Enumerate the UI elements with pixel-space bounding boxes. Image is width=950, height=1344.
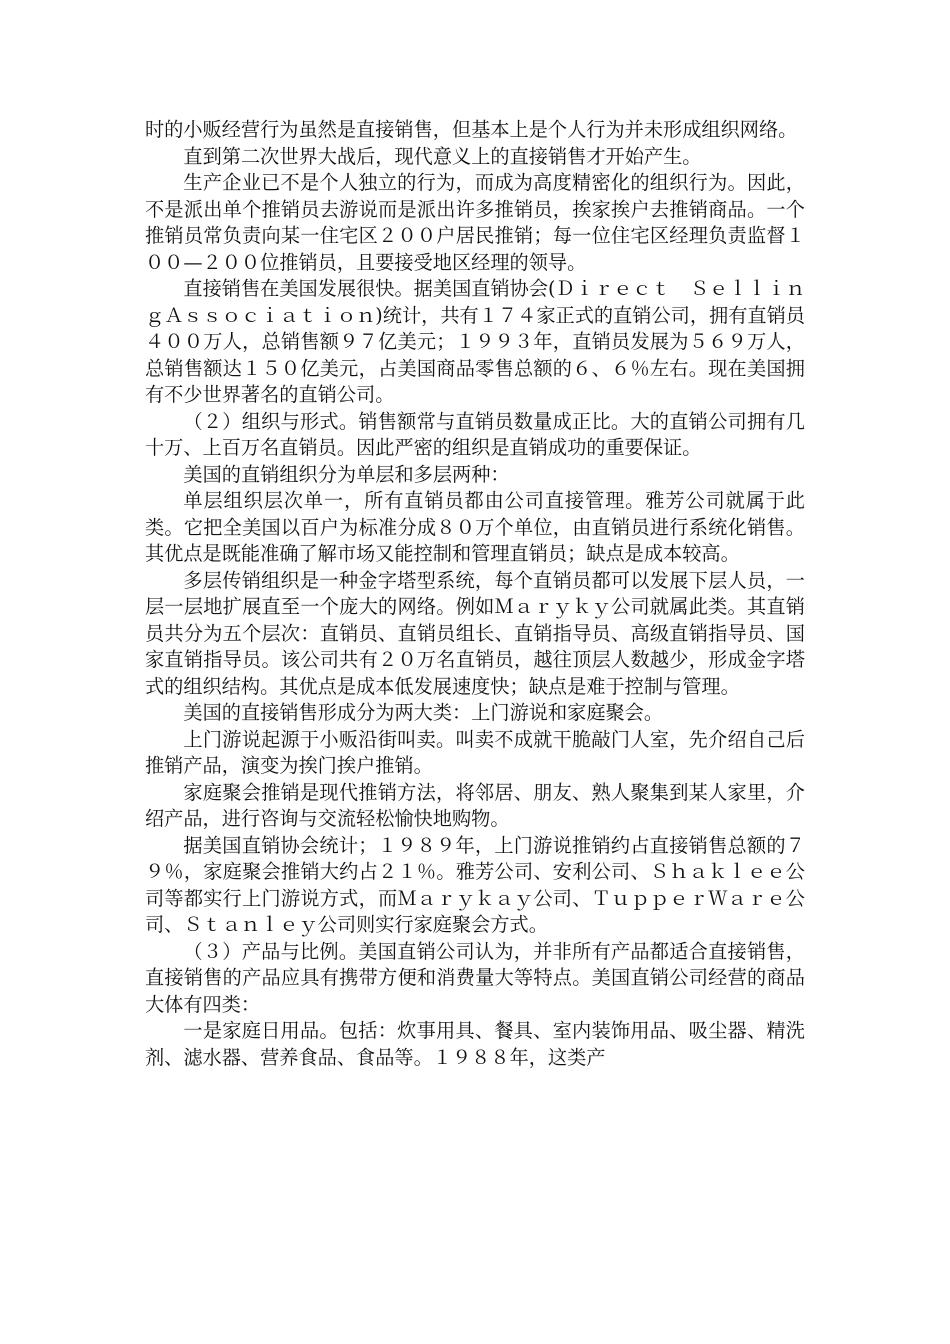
paragraph-1: 时的小贩经营行为虽然是直接销售，但基本上是个人行为并未形成组织网络。 (145, 118, 798, 141)
paragraph-13: （３）产品与比例。美国直销公司认为，并非所有产品都适合直接销售，直接销售的产品应具有携带方便和消费量大等特点。美国直销公司经营的商品大体有四类： (145, 939, 805, 1016)
paragraph-10: 上门游说起源于小贩沿街叫卖。叫卖不成就干脆敲门人室，先介绍自己后推销产品，演变为挨门挨户推销。 (145, 727, 805, 777)
paragraph-14: 一是家庭日用品。包括：炊事用具、餐具、室内装饰用品、吸尘器、精洗剂、滤水器、营养食品、食品等。１９８８年，这类产 (145, 1019, 805, 1069)
paragraph-6: 美国的直销组织分为单层和多层两种： (183, 462, 510, 486)
paragraph-4: 直接销售在美国发展很快。据美国直销协会(Ｄｉｒｅｃｔ ＳｅｌｌｉｎｇＡｓｓｏｃｉａｔｉｏｎ)统计，共有１７４家正式的直销公司，拥有直销员４００万人，总销售额９７亿美元；１９９３年，直销员发展为５６９万人，总销售额达１５０亿美元，占美国商品零售总额的６、６％左右。现在美国拥有不少世界著名的直销公司。 (145, 277, 805, 406)
paragraph-7: 单层组织层次单一，所有直销员都由公司直接管理。雅芳公司就属于此类。它把全美国以百户为标准分成８０万个单位，由直销员进行系统化销售。其优点是既能准确了解市场又能控制和管理直销员；缺点是成本较高。 (145, 489, 805, 565)
paragraph-12: 据美国直销协会统计；１９８９年，上门游说推销约占直接销售总额的７９％，家庭聚会推销大约占２１％。雅芳公司、安利公司、Ｓｈａｋｌｅｅ公司等都实行上门游说方式，而Ｍａｒｙｋａｙ公司、ＴｕｐｐｅｒＷａｒｅ公司、Ｓｔａｎｌｅｙ公司则实行家庭聚会方式。 (145, 833, 805, 936)
paragraph-8: 多层传销组织是一种金字塔型系统，每个直销员都可以发展下层人员，一层一层地扩展直至一个庞大的网络。例如Ｍａｒｙｋｙ公司就属此类。其直销员共分为五个层次：直销员、直销员组长、直销指导员、高级直销指导员、国家直销指导员。该公司共有２０万名直销员，越往顶层人数越少，形成金字塔式的组织结构。其优点是成本低发展速度快；缺点是难于控制与管理。 (145, 568, 805, 698)
paragraph-5: （２）组织与形式。销售额常与直销员数量成正比。大的直销公司拥有几十万、上百万名直销员。因此严密的组织是直销成功的重要保证。 (145, 409, 805, 459)
paragraph-11: 家庭聚会推销是现代推销方法，将邻居、朋友、熟人聚集到某人家里，介绍产品，进行咨询与交流轻松愉快地购物。 (145, 780, 805, 830)
paragraph-3: 生产企业已不是个人独立的行为，而成为高度精密化的组织行为。因此，不是派出单个推销员去游说而是派出许多推销员，挨家挨户去推销商品。一个推销员常负责向某一住宅区２００户居民推销；每一位住宅区经理负责监督１００—２００位推销员，且要接受地区经理的领导。 (145, 171, 805, 274)
paragraph-2: 直到第二次世界大战后，现代意义上的直接销售才开始产生。 (183, 144, 702, 168)
paragraph-9: 美国的直接销售形成分为两大类：上门游说和家庭聚会。 (183, 701, 664, 724)
document-page (145, 117, 805, 1071)
